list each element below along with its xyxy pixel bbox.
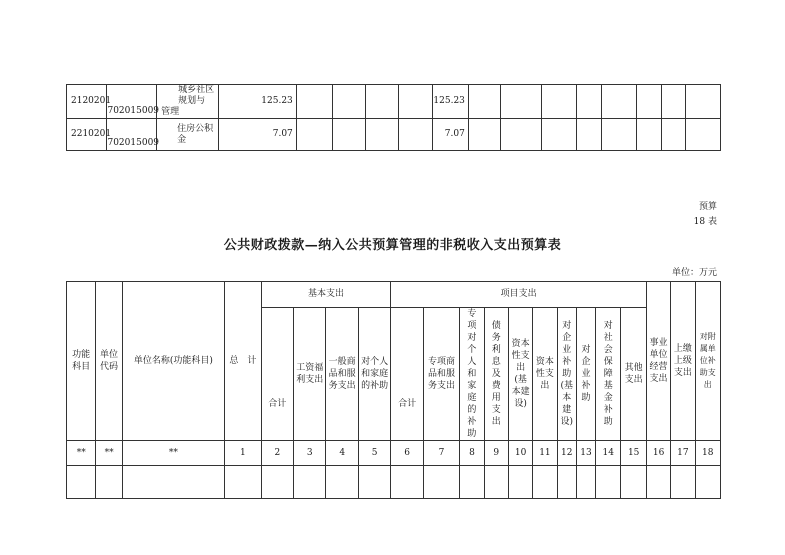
index-cell: 16 <box>646 441 670 466</box>
index-cell: 9 <box>484 441 508 466</box>
name-line-2: 管理 <box>161 107 180 117</box>
enterprise-basic-header: 对企业补助(基本建设) <box>557 308 576 441</box>
index-cell: 13 <box>576 441 595 466</box>
other-header: 其他支出 <box>621 308 646 441</box>
basic-total-header: 合计 <box>261 308 293 441</box>
index-cell: 17 <box>671 441 695 466</box>
special-personal-header: 专项对个人和家庭的补助 <box>460 308 484 441</box>
index-cell: 8 <box>460 441 484 466</box>
table-row <box>67 466 721 499</box>
func-header: 功能科目 <box>67 282 96 441</box>
page-label-2: 18 表 <box>693 217 717 227</box>
unit-code-header: 单位代码 <box>96 282 122 441</box>
project-expenditure-header: 项目支出 <box>391 282 647 308</box>
debt-header: 债务利息及费用支出 <box>484 308 508 441</box>
project-total-cell: 125.23 <box>433 85 468 119</box>
business-header: 事业单位经营支出 <box>646 282 670 441</box>
unit-label: 单位：万元 <box>671 268 717 278</box>
index-row <box>67 441 721 466</box>
index-cell: 18 <box>695 441 720 466</box>
index-cell: 11 <box>533 441 557 466</box>
header-group-row <box>67 282 721 308</box>
index-cell: 15 <box>621 441 646 466</box>
index-cell: 2 <box>261 441 293 466</box>
page-label-1: 预算 <box>698 202 717 212</box>
index-cell: 3 <box>294 441 326 466</box>
unit-name-cell: 住房公积金 <box>157 119 219 151</box>
project-total-header: 合计 <box>391 308 423 441</box>
unit-code-cell: 702015009 <box>107 85 157 119</box>
unit-name-cell <box>157 85 219 119</box>
wages-header: 工资福利支出 <box>294 308 326 441</box>
budget-header-table <box>66 281 721 499</box>
index-cell: 10 <box>508 441 532 466</box>
total-header: 总 计 <box>225 282 261 441</box>
index-cell: ** <box>122 441 224 466</box>
personal-header: 对个人和家庭的补助 <box>358 308 390 441</box>
page-title: 公共财政拨款—纳入公共预算管理的非税收入支出预算表 <box>223 238 562 253</box>
index-cell: 12 <box>557 441 576 466</box>
top-budget-table <box>66 84 721 151</box>
index-cell: 7 <box>423 441 459 466</box>
index-cell: 14 <box>596 441 621 466</box>
special-goods-header: 专项商品和服务支出 <box>423 308 459 441</box>
func-code-cell: 2210201 <box>67 119 107 151</box>
index-cell: ** <box>96 441 122 466</box>
project-total-cell: 7.07 <box>433 119 468 151</box>
upper-header: 上缴上级支出 <box>671 282 695 441</box>
table-row <box>67 85 721 119</box>
index-cell: 4 <box>326 441 358 466</box>
name-line-1: 城乡社区规划与 <box>178 85 215 106</box>
capital-header: 资本性支出 <box>533 308 557 441</box>
index-cell: ** <box>67 441 96 466</box>
unit-name-header: 单位名称(功能科目) <box>122 282 224 441</box>
func-code-cell: 2120201 <box>67 85 107 119</box>
goods-header: 一般商品和服务支出 <box>326 308 358 441</box>
social-header: 对社会保障基金补助 <box>596 308 621 441</box>
enterprise-header: 对企业补助 <box>576 308 595 441</box>
index-cell: 5 <box>358 441 390 466</box>
basic-expenditure-header: 基本支出 <box>261 282 391 308</box>
affiliated-header: 对附属单位补助支出 <box>695 282 720 441</box>
index-cell: 6 <box>391 441 423 466</box>
table-row <box>67 119 721 151</box>
total-cell: 125.23 <box>218 85 296 119</box>
unit-code-cell: 702015009 <box>107 119 157 151</box>
total-cell: 7.07 <box>218 119 296 151</box>
capital-basic-header: 资本性支出(基本建设) <box>508 308 532 441</box>
index-cell: 1 <box>225 441 261 466</box>
